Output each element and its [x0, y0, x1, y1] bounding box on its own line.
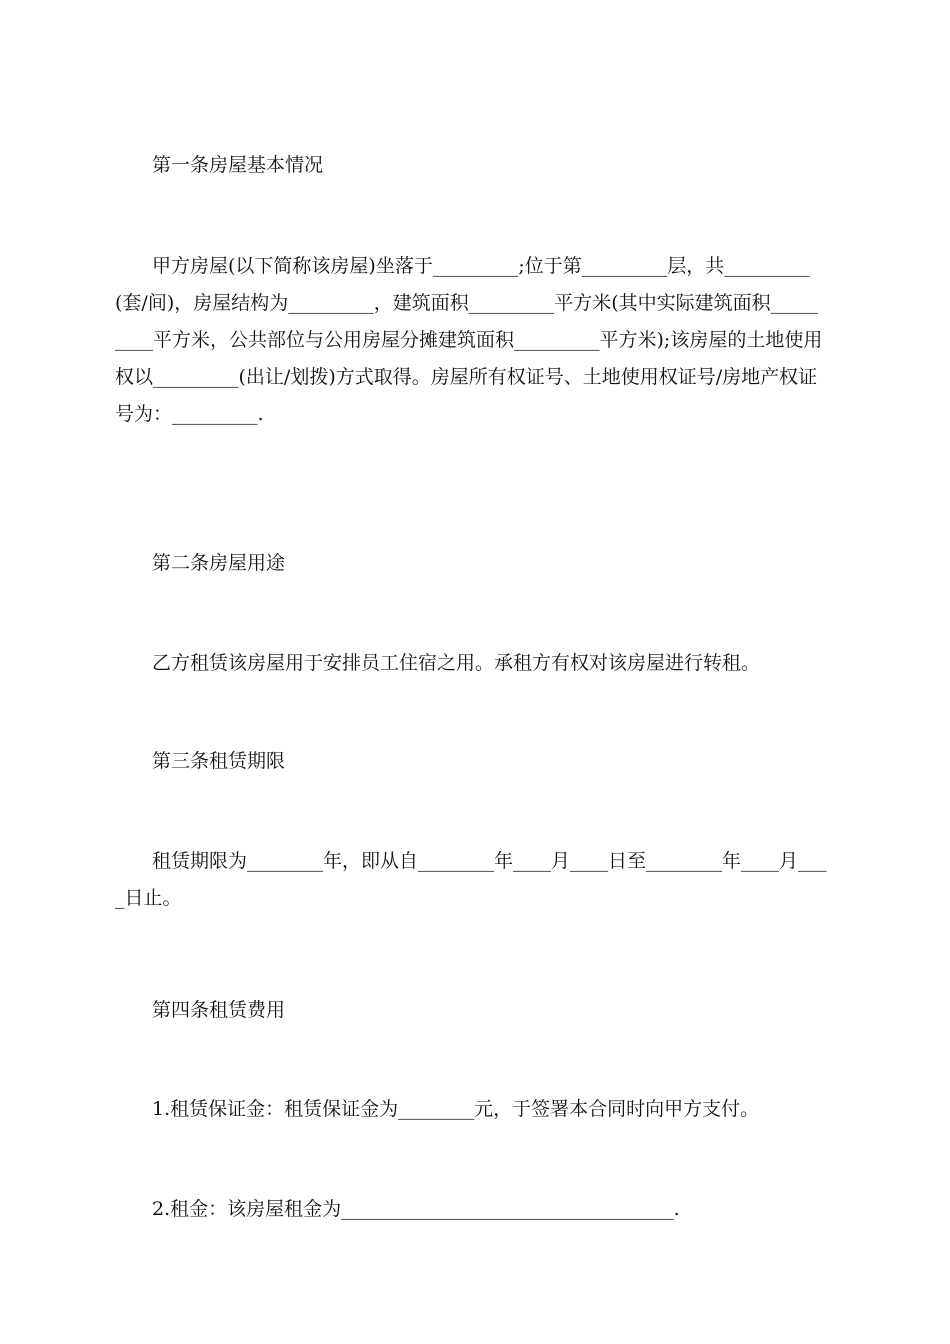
paragraph-line: 1.租赁保证金：租赁保证金为________元，于签署本合同时向甲方支付。 — [152, 1098, 760, 1120]
list-item-rent — [115, 1197, 840, 1234]
section-heading-2: 第二条房屋用途 — [152, 552, 286, 574]
paragraph-line: ____平方米，公共部位与公用房屋分摊建筑面积_________平方米);该房屋的土地使用 — [115, 329, 823, 351]
paragraph-line: (套/间)，房屋结构为_________，建筑面积_________平方米(其中实际建筑面积_____ — [115, 292, 819, 314]
paragraph-line: 权以_________(出让/划拨)方式取得。房屋所有权证号、土地使用权证号/房地产权证 — [115, 366, 818, 388]
section-body-3 — [115, 849, 840, 923]
paragraph-line: _日止。 — [115, 887, 182, 909]
list-item-deposit — [115, 1097, 840, 1134]
section-heading-1: 第一条房屋基本情况 — [152, 154, 324, 176]
section-body-1 — [115, 254, 840, 439]
paragraph-line: 号为：_________. — [115, 403, 264, 425]
section-heading-3: 第三条租赁期限 — [152, 750, 286, 772]
paragraph-line: 甲方房屋(以下简称该房屋)坐落于_________;位于第_________层，共_________ — [152, 255, 810, 277]
paragraph-line: 乙方租赁该房屋用于安排员工住宿之用。承租方有权对该房屋进行转租。 — [152, 652, 761, 674]
section-body-2 — [115, 651, 840, 688]
section-heading-4: 第四条租赁费用 — [152, 999, 286, 1021]
paragraph-line: 2.租金：该房屋租金为___________________________________. — [152, 1198, 680, 1220]
paragraph-line: 租赁期限为________年，即从自________年____月____日至________年____月___ — [152, 850, 827, 872]
